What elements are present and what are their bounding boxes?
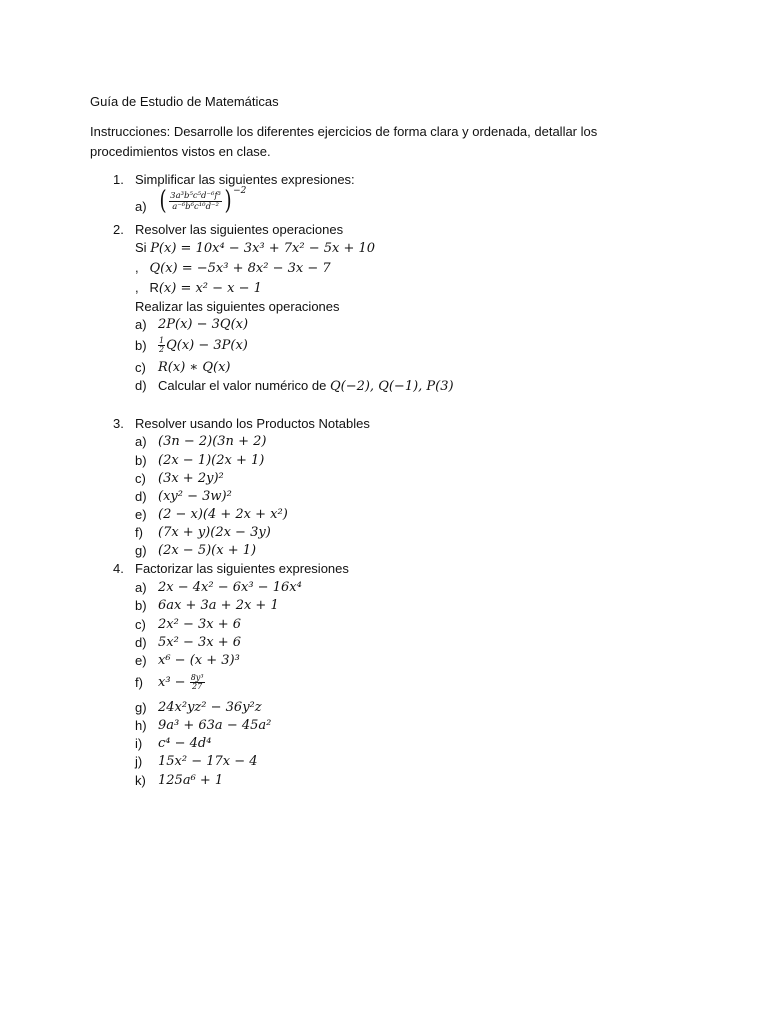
item-expression: c⁴ − 4d⁴ [158,736,212,751]
section-number: 4. [113,561,124,576]
item-letter: f) [135,675,143,690]
item-expression: 2x² − 3x + 6 [158,617,242,632]
item-letter: k) [135,773,146,788]
item-expression: (xy² − 3w)² [158,489,232,504]
fraction: $\frac{\text{8y³}}{27}$ [190,673,204,691]
item-expression: 2x − 4x² − 6x³ − 16x⁴ [158,580,302,595]
item-expression: (3x + 2y)² [158,471,224,486]
item-letter: a) [135,199,147,214]
item-letter: i) [135,736,143,751]
item-letter: d) [135,378,147,393]
item-expression: $\frac{1}{2}$ Q(x) − 3P(x) [159,336,248,354]
page-title: Guía de Estudio de Matemáticas [90,94,279,109]
def-expression: P(x) = 10x⁴ − 3x³ + 7x² − 5x + 10 [150,241,376,256]
item-letter: a) [135,580,147,595]
item-expression: (2x − 1)(2x + 1) [158,453,265,468]
item-letter: a) [135,434,147,449]
item-letter: j) [135,754,143,769]
section-heading: Resolver usando los Productos Notables [135,416,370,431]
item-letter: b) [135,598,147,613]
item-expression: (3n − 2)(3n + 2) [158,434,267,449]
document-page: Guía de Estudio de Matemáticas Instrucciones: Desarrolle los diferentes ejercicios de forma clara y ordenada, detallar los procedimientos vistos en clase. 1. Simplificar las siguientes expresiones: a) ( $\frac{\text{3a³b⁵c⁵d⁻⁶f³}}{\text{a⁻⁶b⁶c¹⁰d⁻²}}$ ) −2 2. Resolver las siguientes operaciones Si P(x) = 10x⁴ − 3x³ + 7x² − 5x + 10 , Q(x) = −5x³ + 8x² − 3x − 7 , R(x) = x² − x − 1 Realizar las siguientes operaciones a) 2P(x) − 3Q(x) b) $\frac{1}{2}$ Q(x) − 3P(x) c) R(x) ∗ Q(x) d) Calcular el valor numérico de Q(−2), Q(−1), P(3) 3. Resolver usando los Productos Notables a) (3n − 2)(3n + 2) b) (2x − 1)(2x + 1) c) (3x + 2y)² d) (xy² − 3w)² e) (2 − x)(4 + 2x + x²) f) (7x + y)(2x − 3y) g) (2x − 5)(x + 1) 4. Factorizar las siguientes expresiones a) 2x − 4x² − 6x³ − 16x⁴ b) 6ax + 3a + 2x + 1 c) 2x² − 3x + 6 d) 5x² − 3x + 6 e) x⁶ − (x + 3)³ f) x³ − $\frac{\text{8y³}}{27}$ g) 24x²yz² − 36y²z h) 9a³ + 63a − 45a² i) c⁴ − 4d⁴ j) 15x² − 17x − 4 k) 125a⁶ + 1 [0,0,768,1024]
section-number: 2. [113,222,124,237]
item-letter: a) [135,317,147,332]
section-heading: Resolver las siguientes operaciones [135,222,344,237]
outer-exponent: −2 [233,186,247,196]
item-expression: (2 − x)(4 + 2x + x²) [158,507,288,522]
item-expression: 15x² − 17x − 4 [158,754,258,769]
item-letter: c) [135,360,146,375]
instructions: Instrucciones: Desarrolle los diferentes ejercicios de forma clara y ordenada, detallar los procedimientos vistos en clase. [90,124,598,159]
item-expression: x³ − $\frac{\text{8y³}}{27}$ [158,673,204,691]
left-paren: ( [159,186,167,216]
item-letter: e) [135,507,147,522]
def-prefix: , R(x) = x² − x − 1 [135,280,262,296]
fraction [168,191,223,212]
item-expression: R(x) ∗ Q(x) [158,360,231,375]
item-expression: Calcular el valor numérico de Q(−2), Q(−1), P(3) [158,378,454,394]
def-expression: Q(x) = −5x³ + 8x² − 3x − 7 [149,261,331,276]
def-prefix: Si P(x) = 10x⁴ − 3x³ + 7x² − 5x + 10 [135,240,376,256]
item-expression: x⁶ − (x + 3)³ [158,653,240,668]
item-letter: d) [135,489,147,504]
item-expression: 6ax + 3a + 2x + 1 [158,598,279,613]
item-letter: c) [135,471,146,486]
section-heading: Simplificar las siguientes expresiones: [135,172,355,187]
item-letter: e) [135,653,147,668]
fraction-denominator: a⁻⁶b⁶c¹⁰d⁻² [172,201,219,212]
right-paren: ) [224,186,232,216]
item-letter: c) [135,617,146,632]
item-letter: f) [135,525,143,540]
fraction-expression [158,188,246,214]
item-letter: g) [135,700,147,715]
item-letter: b) [135,338,147,353]
section-heading: Factorizar las siguientes expresiones [135,561,349,576]
item-letter: b) [135,453,147,468]
def-prefix: , Q(x) = −5x³ + 8x² − 3x − 7 [135,260,331,276]
item-expression: 2P(x) − 3Q(x) [158,317,249,332]
item-expression: (2x − 5)(x + 1) [158,543,257,558]
section-number: 1. [113,172,124,187]
item-expression: (7x + y)(2x − 3y) [158,525,271,540]
item-expression: 9a³ + 63a − 45a² [158,718,272,733]
item-letter: g) [135,543,147,558]
item-letter: h) [135,718,147,733]
section-number: 3. [113,416,124,431]
item-expression: 125a⁶ + 1 [158,773,224,788]
fraction-numerator: 3a³b⁵c⁵d⁻⁶f³ [170,190,221,201]
def-expression: (x) = x² − x − 1 [158,281,262,296]
item-expression: 24x²yz² − 36y²z [158,700,262,715]
item-expression: 5x² − 3x + 6 [158,635,242,650]
item-letter: d) [135,635,147,650]
fraction: $\frac{1}{2}$ [159,336,165,354]
